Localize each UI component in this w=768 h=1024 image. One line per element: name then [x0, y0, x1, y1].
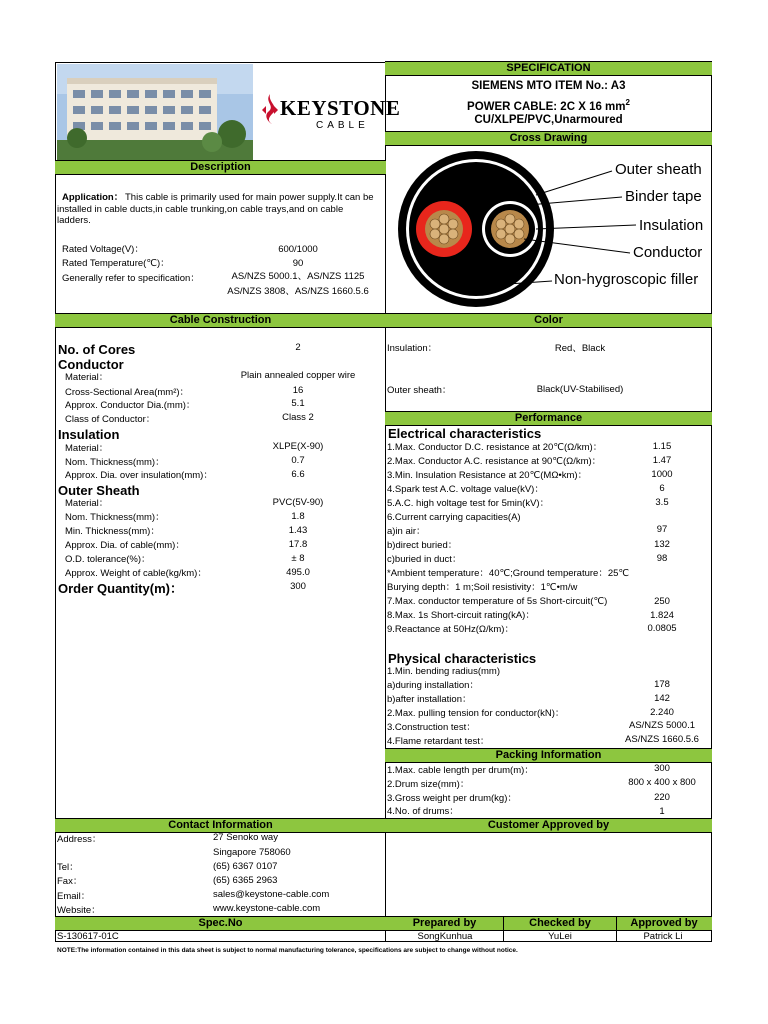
elec-row-5-value: 3.5 — [655, 497, 669, 508]
spec-no-header: Spec.No — [55, 916, 386, 931]
spec-no-value: S-130617-01C — [57, 931, 119, 942]
sheath-nom-thickness-value: 1.8 — [291, 511, 305, 522]
physical-title: Physical characteristics — [388, 651, 537, 666]
customer-approved-header: Customer Approved by — [385, 818, 712, 833]
elec-row-4-value: 6 — [659, 483, 665, 494]
elec-row-1-label: 1.Max. Conductor D.C. resistance at 20℃(Ω/km)： — [387, 442, 603, 453]
description-header: Description — [55, 160, 386, 175]
elec-row-2-value: 1.47 — [652, 455, 672, 466]
elec-row-8-label: b)direct buried： — [387, 540, 458, 551]
elec-row-13-value: 1.824 — [650, 610, 674, 621]
checked-by-value: YuLei — [548, 931, 572, 942]
phys-row-3-value: 142 — [654, 693, 670, 704]
rated-voltage-value: 600/1000 — [278, 244, 318, 255]
phys-row-4-label: 2.Max. pulling tension for conductor(kN)： — [387, 708, 565, 719]
approved-by-header: Approved by — [616, 916, 712, 931]
insulation-material-label: Material： — [65, 443, 109, 454]
electrical-title: Electrical characteristics — [388, 426, 542, 441]
elec-row-1-value: 1.15 — [652, 441, 672, 452]
sheath-min-thickness-value: 1.43 — [288, 525, 308, 536]
logo-name: KEYSTONE — [280, 96, 401, 120]
insulation-dia-value: 6.6 — [291, 469, 305, 480]
elec-row-9-label: c)buried in duct： — [387, 554, 462, 565]
insulation-material-value: XLPE(X-90) — [272, 441, 324, 452]
label-filler: Non-hygroscopic filler — [554, 271, 699, 288]
cable-weight-label: Approx. Weight of cable(kg/km)： — [65, 568, 207, 579]
performance-header: Performance — [385, 411, 712, 426]
insulation-title: Insulation — [58, 427, 120, 442]
order-quantity-label: Order Quantity(m)： — [58, 581, 183, 596]
elec-row-14-value: 0.0805 — [647, 623, 677, 634]
address-label: Address： — [57, 834, 102, 845]
sheath-material-value: PVC(5V-90) — [272, 497, 324, 508]
pack-row-1-value: 300 — [654, 763, 670, 774]
fax-label: Fax： — [57, 876, 83, 887]
sheath-nom-thickness-label: Nom. Thickness(mm)： — [65, 512, 165, 523]
cross-section-drawing — [386, 147, 711, 312]
rated-temp-value: 90 — [292, 258, 304, 269]
pack-row-4-value: 1 — [659, 806, 665, 817]
phys-row-3-label: b)after installation： — [387, 694, 472, 705]
elec-row-3-value: 1000 — [651, 469, 673, 480]
prepared-by-value: SongKunhua — [417, 931, 473, 942]
elec-row-12-label: 7.Max. conductor temperature of 5s Short-circuit(℃) — [387, 596, 608, 607]
pack-row-3-label: 3.Gross weight per drum(kg)： — [387, 793, 517, 804]
cores-value: 2 — [295, 342, 301, 353]
conductor-title: Conductor — [58, 357, 124, 372]
od-tolerance-value: ± 8 — [291, 553, 305, 564]
cable-weight-value: 495.0 — [286, 567, 310, 578]
color-sheath-label: Outer sheath： — [387, 385, 452, 396]
phys-row-6-value: AS/NZS 1660.5.6 — [625, 734, 699, 745]
order-quantity-value: 300 — [290, 581, 306, 592]
tel-label: Tel： — [57, 862, 79, 873]
elec-row-3-label: 3.Min. Insulation Resistance at 20℃(MΩ•km)： — [387, 470, 588, 481]
elec-row-12-value: 250 — [654, 596, 670, 607]
application-line2: installed in cable ducts,in cable trunking,on cable trays,and on cable — [57, 204, 344, 215]
insulation-dia-label: Approx. Dia. over insulation(mm)： — [65, 470, 213, 481]
pack-row-2-value: 800 x 400 x 800 — [628, 777, 696, 788]
spec-ref-1: AS/NZS 5000.1、AS/NZS 1125 — [231, 271, 365, 282]
spec-ref-label: Generally refer to specification： — [62, 273, 200, 284]
color-insulation-value: Red、Black — [554, 343, 606, 354]
elec-row-2-label: 2.Max. Conductor A.C. resistance at 90℃(Ω/km)： — [387, 456, 602, 467]
outer-sheath-title: Outer Sheath — [58, 483, 140, 498]
spec-ref-2: AS/NZS 3808、AS/NZS 1660.5.6 — [227, 286, 369, 297]
insulation-thickness-label: Nom. Thickness(mm)： — [65, 457, 165, 468]
footer-divider — [503, 916, 504, 942]
pack-row-2-label: 2.Drum size(mm)： — [387, 779, 470, 790]
color-insulation-label: Insulation： — [387, 343, 438, 354]
conductor-class-label: Class of Conductor： — [65, 414, 156, 425]
contact-header: Contact Information — [55, 818, 386, 833]
cores-label: No. of Cores — [58, 342, 136, 357]
sheath-material-label: Material： — [65, 498, 109, 509]
color-sheath-value: Black(UV-Stabilised) — [536, 384, 624, 395]
phys-row-2-value: 178 — [654, 679, 670, 690]
conductor-material-label: Material： — [65, 372, 109, 383]
address-line1: 27 Senoko way — [213, 832, 278, 843]
prepared-by-header: Prepared by — [385, 916, 504, 931]
rated-voltage-label: Rated Voltage(V)： — [62, 244, 144, 255]
elec-row-6-label: 6.Current carrying capacities(A) — [387, 512, 521, 523]
footer-divider — [616, 916, 617, 942]
cable-construction-header: Cable Construction — [55, 313, 386, 328]
fax-value: (65) 6365 2963 — [213, 875, 278, 886]
factory-photo — [57, 64, 253, 160]
cross-drawing-header: Cross Drawing — [385, 131, 712, 146]
logo-sub: CABLE — [316, 120, 369, 131]
elec-row-11-label: Burying depth：1 m;Soil resistivity：1℃•m/w — [387, 582, 578, 593]
approved-by-value: Patrick Li — [643, 931, 683, 942]
email-label: Email： — [57, 891, 91, 902]
logo-flame-icon — [260, 92, 280, 126]
pack-row-4-label: 4.No. of drums： — [387, 806, 459, 817]
application-line3: ladders. — [57, 215, 91, 226]
cable-dia-label: Approx. Dia. of cable(mm)： — [65, 540, 185, 551]
color-header: Color — [385, 313, 712, 328]
phys-row-5-label: 3.Construction test： — [387, 722, 476, 733]
address-line2: Singapore 758060 — [213, 847, 291, 858]
website-label: Website： — [57, 905, 101, 916]
label-conductor: Conductor — [633, 244, 703, 261]
elec-row-5-label: 5.A.C. high voltage test for 5min(kV)： — [387, 498, 550, 509]
insulation-thickness-value: 0.7 — [291, 455, 305, 466]
phys-row-4-value: 2.240 — [650, 707, 674, 718]
phys-row-1-label: 1.Min. bending radius(mm) — [387, 666, 500, 677]
mto-item: SIEMENS MTO ITEM No.: A3 — [471, 80, 626, 92]
conductor-area-value: 16 — [292, 385, 304, 396]
website-link[interactable]: www.keystone-cable.com — [213, 903, 321, 914]
pack-row-1-label: 1.Max. cable length per drum(m)： — [387, 765, 534, 776]
elec-row-10-label: *Ambient temperature：40℃;Ground temperature：25℃ — [387, 568, 630, 579]
elec-row-7-value: 97 — [656, 524, 668, 535]
conductor-area-label: Cross-Sectional Area(mm²)： — [65, 387, 190, 398]
elec-row-13-label: 8.Max. 1s Short-circuit rating(kA)： — [387, 610, 535, 621]
conductor-material-value: Plain annealed copper wire — [240, 370, 356, 381]
sheath-min-thickness-label: Min. Thickness(mm)： — [65, 526, 160, 537]
cable-dia-value: 17.8 — [288, 539, 308, 550]
elec-row-4-label: 4.Spark test A.C. voltage value(kV)： — [387, 484, 544, 495]
od-tolerance-label: O.D. tolerance(%)： — [65, 554, 151, 565]
elec-row-7-label: a)in air： — [387, 526, 426, 537]
email-link[interactable]: sales@keystone-cable.com — [213, 889, 330, 900]
tel-value: (65) 6367 0107 — [213, 861, 278, 872]
checked-by-header: Checked by — [503, 916, 617, 931]
phys-row-6-label: 4.Flame retardant test： — [387, 736, 490, 747]
rated-temp-label: Rated Temperature(℃)： — [62, 258, 170, 269]
label-outer-sheath: Outer sheath — [615, 161, 702, 178]
conductor-class-value: Class 2 — [282, 412, 314, 423]
company-logo — [258, 92, 401, 132]
application-label: Application： — [62, 192, 124, 203]
packing-header: Packing Information — [385, 748, 712, 763]
conductor-dia-label: Approx. Conductor Dia.(mm)： — [65, 400, 196, 411]
label-insulation: Insulation — [639, 217, 704, 234]
specification-header: SPECIFICATION — [385, 61, 712, 76]
application-line1: This cable is primarily used for main power supply.It can be — [125, 192, 374, 203]
disclaimer-note: NOTE:The information contained in this data sheet is subject to normal manufacturing tolerance, specifications are subject to change without notice. — [57, 947, 518, 954]
conductor-dia-value: 5.1 — [291, 398, 305, 409]
elec-row-14-label: 9.Reactance at 50Hz(Ω/km)： — [387, 624, 514, 635]
pack-row-3-value: 220 — [654, 792, 670, 803]
elec-row-8-value: 132 — [654, 539, 670, 550]
phys-row-2-label: a)during installation： — [387, 680, 479, 691]
cable-title: POWER CABLE: 2C X 16 $mm^2$ — [467, 98, 630, 113]
cable-type: CU/XLPE/PVC,Unarmoured — [474, 114, 623, 126]
elec-row-9-value: 98 — [656, 553, 668, 564]
phys-row-5-value: AS/NZS 5000.1 — [628, 720, 696, 731]
label-binder-tape: Binder tape — [625, 188, 702, 205]
